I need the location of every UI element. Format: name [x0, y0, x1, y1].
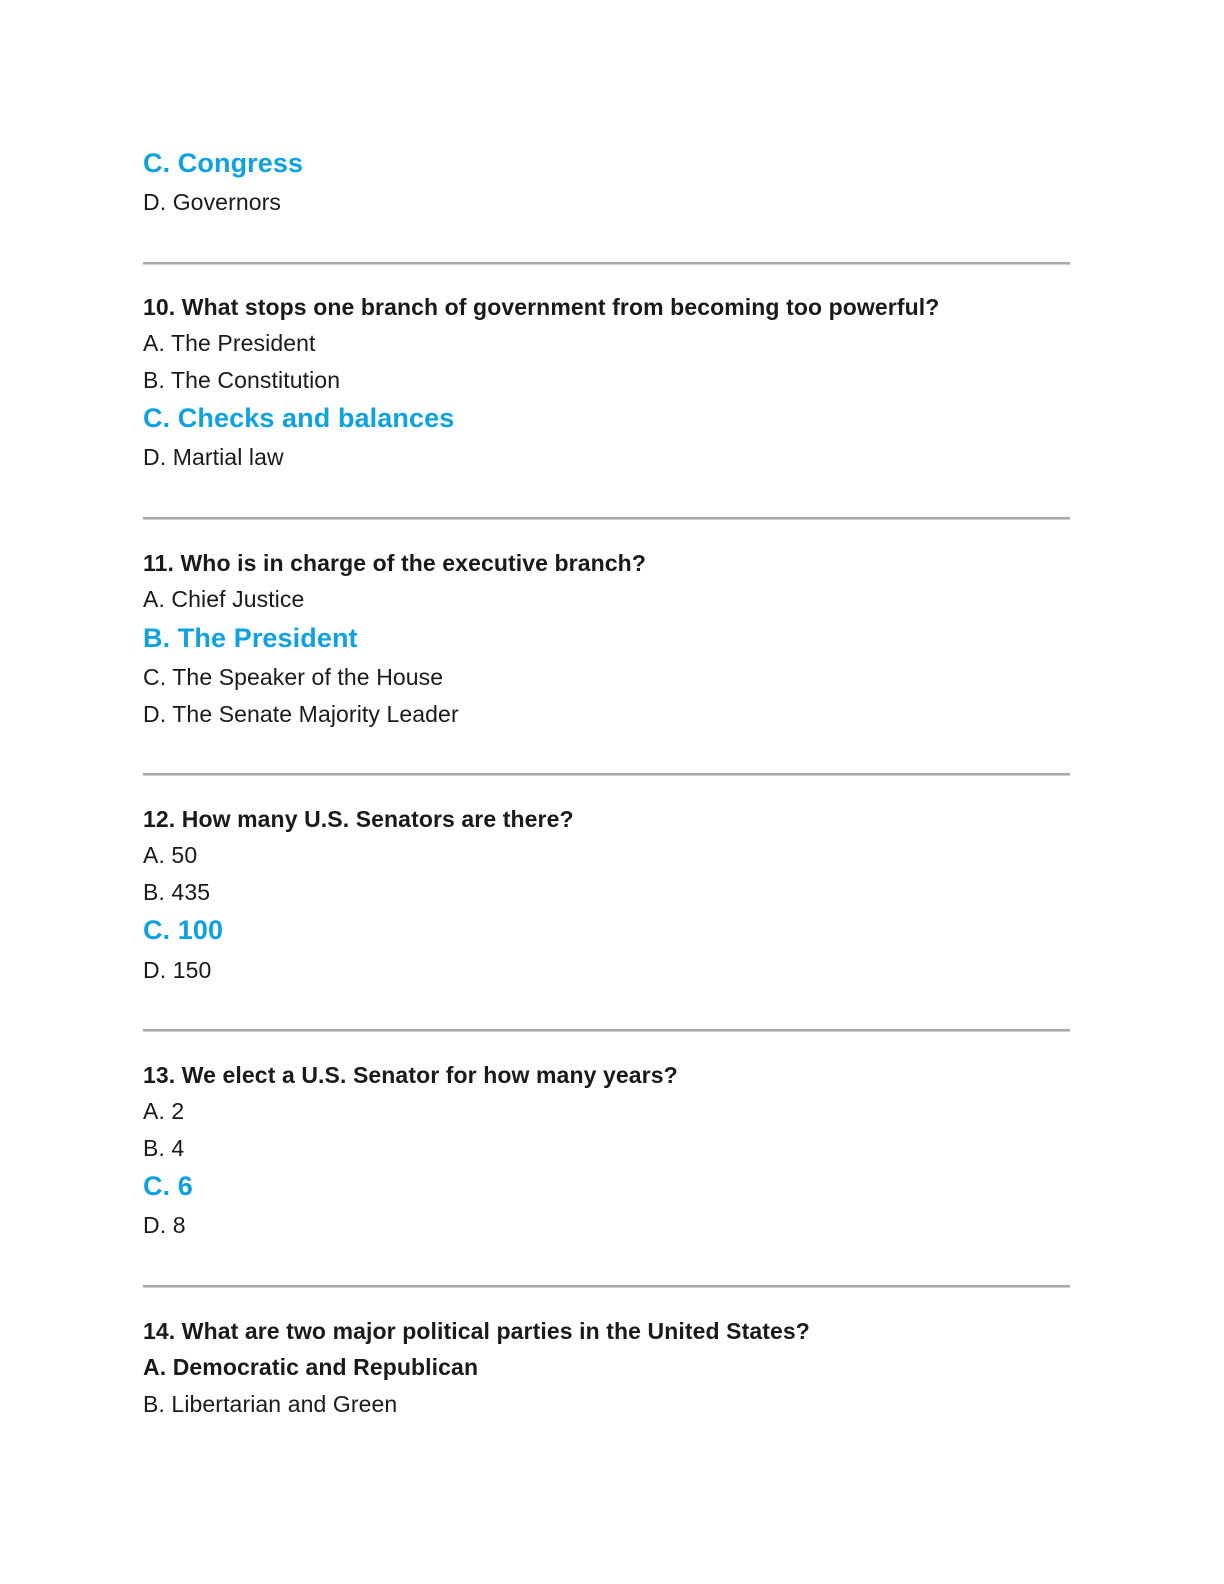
option: B. The Constitution: [143, 367, 341, 393]
option: D. Governors: [143, 189, 281, 215]
option: A. The President: [143, 330, 316, 356]
section-divider: [143, 262, 1070, 264]
option-correct: C. Congress: [143, 148, 304, 178]
option: A. 2: [143, 1098, 185, 1124]
question-10: 10. What stops one branch of government from becoming too powerful?: [143, 294, 940, 320]
option-correct: C. 6: [143, 1171, 193, 1201]
question-12: 12. How many U.S. Senators are there?: [143, 806, 574, 832]
option-correct: C. 100: [143, 915, 224, 945]
option: A. Chief Justice: [143, 586, 305, 612]
option: D. 8: [143, 1212, 186, 1238]
option: A. 50: [143, 842, 198, 868]
section-divider: [143, 1285, 1070, 1287]
option-correct: B. The President: [143, 623, 358, 653]
question-11: 11. Who is in charge of the executive branch?: [143, 550, 646, 576]
option: B. 435: [143, 879, 211, 905]
question-13: 13. We elect a U.S. Senator for how many years?: [143, 1062, 678, 1088]
option: B. Libertarian and Green: [143, 1391, 398, 1417]
option-correct: A. Democratic and Republican: [143, 1354, 479, 1380]
section-divider: [143, 517, 1070, 519]
option: B. 4: [143, 1135, 185, 1161]
option: D. 150: [143, 957, 212, 983]
option: D. Martial law: [143, 444, 284, 470]
option: D. The Senate Majority Leader: [143, 701, 459, 727]
option-correct: C. Checks and balances: [143, 403, 455, 433]
option: C. The Speaker of the House: [143, 664, 444, 690]
section-divider: [143, 773, 1070, 775]
section-divider: [143, 1029, 1070, 1031]
question-14: 14. What are two major political parties in the United States?: [143, 1318, 810, 1344]
